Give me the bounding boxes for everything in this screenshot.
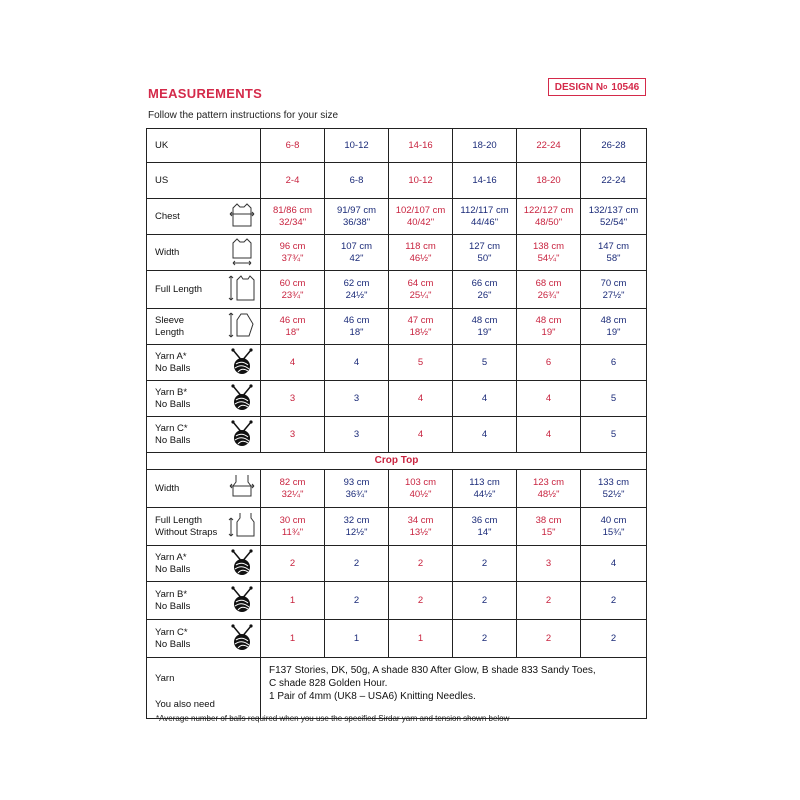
crop-yarn-c-cell: 2 xyxy=(581,620,647,658)
chest-row xyxy=(147,199,647,235)
us-size: 2-4 xyxy=(261,163,325,199)
yarn-line-3: 1 Pair of 4mm (UK8 – USA6) Knitting Needles. xyxy=(269,691,476,702)
yarn-line-2: C shade 828 Golden Hour. xyxy=(269,678,388,689)
crop-yarn-b-cell: 1 xyxy=(261,582,325,620)
crop-length-cell: 36 cm 14" xyxy=(453,508,517,546)
yarn-b-cell: 4 xyxy=(453,381,517,417)
crop-width-cell: 113 cm 44½" xyxy=(453,470,517,508)
crop-yarn-a-cell: 2 xyxy=(325,546,389,582)
crop-yarn-b-cell: 2 xyxy=(325,582,389,620)
crop-length-svg xyxy=(227,510,257,540)
full-length-label: Full Length xyxy=(147,271,225,309)
footnote: *Average number of balls required when you use the specified Sirdar yarn and tension shown below xyxy=(156,714,510,723)
sleeve-cell: 48 cm 19" xyxy=(517,309,581,345)
uk-size: 14-16 xyxy=(389,129,453,163)
sleeve-cell: 47 cm 18½" xyxy=(389,309,453,345)
uk-size: 10-12 xyxy=(325,129,389,163)
yarn-b-row xyxy=(147,381,647,417)
yarn-b-label: Yarn B* No Balls xyxy=(147,381,225,417)
crop-yarn-c-cell: 1 xyxy=(325,620,389,658)
crop-length-icon xyxy=(225,508,261,546)
yarn-ball-icon xyxy=(225,417,261,453)
need-label: You also need xyxy=(155,699,215,710)
sleeve-cell: 46 cm 18" xyxy=(325,309,389,345)
yarn-a-label: Yarn A* No Balls xyxy=(147,345,225,381)
yarn-ball-icon xyxy=(225,345,261,381)
garment-width-icon xyxy=(225,235,261,271)
yarn-ball-icon xyxy=(225,620,261,658)
subtitle: Follow the pattern instructions for your size xyxy=(148,110,339,121)
yarn-ball-svg xyxy=(227,547,257,577)
sleeve-svg xyxy=(227,310,257,340)
crop-length-cell: 40 cm 15¾" xyxy=(581,508,647,546)
uk-size: 18-20 xyxy=(453,129,517,163)
crop-width-cell: 103 cm 40½" xyxy=(389,470,453,508)
yarn-info-text xyxy=(261,658,647,719)
yarn-b-cell: 3 xyxy=(261,381,325,417)
width-cell: 118 cm 46½" xyxy=(389,235,453,271)
crop-yarn-c-cell: 2 xyxy=(517,620,581,658)
crop-top-icon xyxy=(225,470,261,508)
crop-width-cell: 133 cm 52½" xyxy=(581,470,647,508)
crop-width-cell: 123 cm 48½" xyxy=(517,470,581,508)
crop-top-section-row xyxy=(147,453,647,470)
garment-length-icon xyxy=(225,271,261,309)
chest-cell: 132/137 cm 52/54" xyxy=(581,199,647,235)
sleeve-icon xyxy=(225,309,261,345)
yarn-ball-icon xyxy=(225,546,261,582)
chest-cell: 81/86 cm 32/34" xyxy=(261,199,325,235)
yarn-a-cell: 4 xyxy=(261,345,325,381)
yarn-info-labels xyxy=(147,658,261,719)
us-size: 22-24 xyxy=(581,163,647,199)
width-cell: 107 cm 42" xyxy=(325,235,389,271)
crop-top-svg xyxy=(227,472,257,502)
yarn-ball-icon xyxy=(225,582,261,620)
yarn-ball-svg xyxy=(227,418,257,448)
us-size: 10-12 xyxy=(389,163,453,199)
crop-yarn-b-row xyxy=(147,582,647,620)
yarn-ball-svg xyxy=(227,346,257,376)
crop-width-cell: 82 cm 32¼" xyxy=(261,470,325,508)
yarn-b-cell: 4 xyxy=(389,381,453,417)
yarn-a-cell: 5 xyxy=(389,345,453,381)
width-row xyxy=(147,235,647,271)
sleeve-cell: 48 cm 19" xyxy=(581,309,647,345)
full-length-cell: 66 cm 26" xyxy=(453,271,517,309)
yarn-c-cell: 5 xyxy=(581,417,647,453)
us-row xyxy=(147,163,647,199)
crop-yarn-c-label: Yarn C* No Balls xyxy=(147,620,225,658)
measurements-table xyxy=(146,128,647,719)
yarn-b-cell: 5 xyxy=(581,381,647,417)
width-cell: 147 cm 58" xyxy=(581,235,647,271)
yarn-c-cell: 4 xyxy=(517,417,581,453)
uk-row xyxy=(147,129,647,163)
full-length-cell: 60 cm 23¾" xyxy=(261,271,325,309)
yarn-ball-svg xyxy=(227,584,257,614)
crop-yarn-a-cell: 2 xyxy=(261,546,325,582)
measurements-title: MEASUREMENTS xyxy=(148,86,263,101)
yarn-b-cell: 3 xyxy=(325,381,389,417)
yarn-label: Yarn xyxy=(155,673,175,684)
crop-length-cell: 38 cm 15" xyxy=(517,508,581,546)
garment-chest-icon xyxy=(225,199,261,235)
crop-yarn-b-cell: 2 xyxy=(581,582,647,620)
crop-yarn-b-cell: 2 xyxy=(389,582,453,620)
crop-width-cell: 93 cm 36¾" xyxy=(325,470,389,508)
chest-cell: 91/97 cm 36/38" xyxy=(325,199,389,235)
yarn-c-row xyxy=(147,417,647,453)
crop-yarn-a-cell: 3 xyxy=(517,546,581,582)
yarn-c-cell: 4 xyxy=(453,417,517,453)
crop-yarn-a-cell: 2 xyxy=(453,546,517,582)
crop-yarn-a-label: Yarn A* No Balls xyxy=(147,546,225,582)
full-length-row xyxy=(147,271,647,309)
uk-label: UK xyxy=(147,129,261,163)
yarn-c-cell: 3 xyxy=(261,417,325,453)
crop-length-label: Full Length Without Straps xyxy=(147,508,225,546)
yarn-ball-svg xyxy=(227,622,257,652)
crop-yarn-b-label: Yarn B* No Balls xyxy=(147,582,225,620)
crop-yarn-b-cell: 2 xyxy=(517,582,581,620)
garment-length-svg xyxy=(227,273,257,303)
crop-top-heading: Crop Top xyxy=(147,453,647,470)
garment-width-svg xyxy=(227,236,257,266)
crop-yarn-c-cell: 2 xyxy=(453,620,517,658)
chest-label: Chest xyxy=(147,199,225,235)
crop-width-row xyxy=(147,470,647,508)
uk-size: 22-24 xyxy=(517,129,581,163)
yarn-line-1: F137 Stories, DK, 50g, A shade 830 After Glow, B shade 833 Sandy Toes, xyxy=(269,665,596,676)
width-cell: 138 cm 54¼" xyxy=(517,235,581,271)
full-length-cell: 68 cm 26¾" xyxy=(517,271,581,309)
crop-yarn-a-cell: 4 xyxy=(581,546,647,582)
yarn-ball-icon xyxy=(225,381,261,417)
design-number: 10546 xyxy=(611,81,640,93)
chest-cell: 112/117 cm 44/46" xyxy=(453,199,517,235)
design-sup: o xyxy=(603,83,608,91)
yarn-c-label: Yarn C* No Balls xyxy=(147,417,225,453)
width-cell: 127 cm 50" xyxy=(453,235,517,271)
sleeve-row xyxy=(147,309,647,345)
yarn-c-cell: 3 xyxy=(325,417,389,453)
crop-yarn-c-cell: 1 xyxy=(261,620,325,658)
crop-yarn-a-row xyxy=(147,546,647,582)
design-label: DESIGN N xyxy=(554,81,604,93)
chest-cell: 122/127 cm 48/50" xyxy=(517,199,581,235)
uk-size: 6-8 xyxy=(261,129,325,163)
us-label: US xyxy=(147,163,261,199)
crop-length-cell: 34 cm 13½" xyxy=(389,508,453,546)
crop-yarn-b-cell: 2 xyxy=(453,582,517,620)
full-length-cell: 62 cm 24½" xyxy=(325,271,389,309)
us-size: 18-20 xyxy=(517,163,581,199)
full-length-cell: 70 cm 27½" xyxy=(581,271,647,309)
yarn-a-cell: 6 xyxy=(581,345,647,381)
us-size: 14-16 xyxy=(453,163,517,199)
full-length-cell: 64 cm 25¼" xyxy=(389,271,453,309)
sleeve-label: Sleeve Length xyxy=(147,309,225,345)
width-label: Width xyxy=(147,235,225,271)
yarn-b-cell: 4 xyxy=(517,381,581,417)
yarn-a-row xyxy=(147,345,647,381)
yarn-a-cell: 4 xyxy=(325,345,389,381)
width-cell: 96 cm 37¾" xyxy=(261,235,325,271)
design-number-box xyxy=(548,78,646,96)
us-size: 6-8 xyxy=(325,163,389,199)
garment-chest-svg xyxy=(227,200,257,230)
chest-cell: 102/107 cm 40/42" xyxy=(389,199,453,235)
crop-length-cell: 30 cm 11¾" xyxy=(261,508,325,546)
yarn-a-cell: 5 xyxy=(453,345,517,381)
yarn-ball-svg xyxy=(227,382,257,412)
crop-yarn-c-cell: 1 xyxy=(389,620,453,658)
crop-yarn-a-cell: 2 xyxy=(389,546,453,582)
crop-length-row xyxy=(147,508,647,546)
uk-size: 26-28 xyxy=(581,129,647,163)
crop-length-cell: 32 cm 12½" xyxy=(325,508,389,546)
yarn-a-cell: 6 xyxy=(517,345,581,381)
yarn-info-row xyxy=(147,658,647,719)
measurements-table-wrap xyxy=(146,128,646,719)
sleeve-cell: 48 cm 19" xyxy=(453,309,517,345)
yarn-c-cell: 4 xyxy=(389,417,453,453)
sleeve-cell: 46 cm 18" xyxy=(261,309,325,345)
crop-yarn-c-row xyxy=(147,620,647,658)
crop-width-label: Width xyxy=(147,470,225,508)
